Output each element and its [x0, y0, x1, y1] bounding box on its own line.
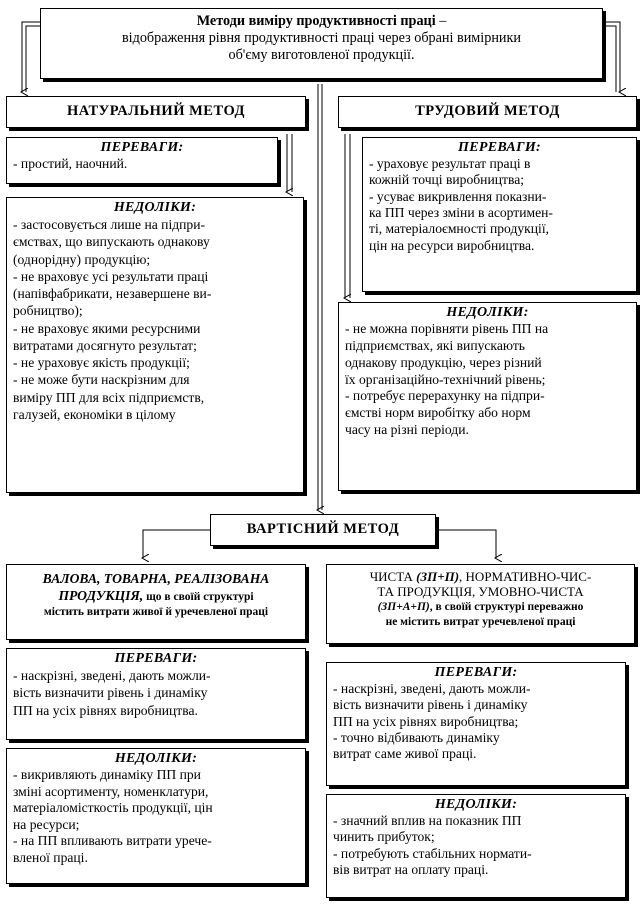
list-line: вів витрат на оплату праці.: [333, 861, 489, 877]
list-line: вість визначити рівень і динаміку: [13, 685, 208, 701]
gross-advantages-list: [13, 667, 299, 719]
list-line: вість визначити рівень і динаміку: [333, 697, 528, 713]
labour-advantages-box: [362, 137, 637, 292]
list-line: їх організаційно-технічний рівень;: [345, 371, 546, 387]
natural-advantages-list: [13, 156, 271, 172]
list-line: матеріаломісткостіь продукції, цін: [13, 800, 213, 816]
gross-advantages-box: [6, 648, 306, 740]
list-line: цін на ресурси виробництва.: [369, 237, 535, 253]
natural-method-title: НАТУРАЛЬНИЙ МЕТОД: [6, 96, 306, 128]
list-line: ємствах, що випускають однакову: [13, 234, 210, 250]
natural-disadvantages-title: НЕДОЛІКИ:: [113, 200, 197, 215]
natural-advantages-title: ПЕРЕВАГИ:: [100, 140, 184, 155]
list-line: - значний вплив на показник ПП: [333, 813, 522, 828]
main-title-box: Методи виміру продуктивності праці – відображення рівня продуктивності праці через обрані вимірники об'єму виготовленої продукції.: [40, 8, 603, 79]
labour-disadvantages-box: [338, 302, 637, 491]
list-line: (однорідну) продукцію;: [13, 251, 151, 267]
net-disadvantages-title: НЕДОЛІКИ:: [434, 797, 518, 812]
list-line: на ресурси;: [13, 816, 80, 832]
arrow-value-to-gross: [143, 530, 210, 558]
list-line: галузей, економіки в цілому: [13, 406, 176, 422]
arrow-main-to-labour: [604, 22, 620, 92]
list-line: вленої праці.: [13, 849, 88, 865]
labour-advantages-title: ПЕРЕВАГИ:: [458, 140, 541, 155]
gross-disadvantages-title: НЕДОЛІКИ:: [114, 751, 198, 766]
list-line: часу на різні періоди.: [345, 422, 469, 438]
gross-disadvantages-list: [13, 767, 299, 866]
list-line: ємстві норм виробітку або норм: [345, 405, 531, 421]
gross-advantages-title: ПЕРЕВАГИ:: [114, 651, 198, 666]
list-line: витрат саме живої праці.: [333, 746, 477, 762]
list-line: однакову продукцію, через різний: [345, 354, 542, 370]
labour-advantages-list: [369, 156, 630, 254]
list-line: виміру ПП для всіх підприємств,: [13, 389, 205, 405]
list-line: - не може бути наскрізним для: [13, 372, 190, 388]
list-line: кожній точці виробництва;: [369, 172, 524, 188]
gross-product-box: ВАЛОВА, ТОВАРНА, РЕАЛІЗОВАНА ПРОДУКЦІЯ, що в своїй структурі містить витрати живої й уречевленої праці: [6, 564, 306, 640]
net-product-heading-4: не містить витрат уречевленої праці: [385, 615, 576, 628]
net-advantages-title: ПЕРЕВАГИ:: [434, 665, 518, 680]
list-line: - наскрізні, зведені, дають можли-: [13, 668, 211, 683]
list-line: витратами досягнуто результат;: [13, 337, 197, 353]
list-line: - потребують стабільних нормати-: [333, 845, 532, 861]
main-subtitle-line-1: відображення рівня продуктивності праці через обрані вимірники: [121, 29, 521, 46]
list-line: - на ПП впливають витрати урече-: [13, 833, 212, 849]
list-line: робництво);: [13, 303, 83, 319]
list-line: - простий, наочний.: [13, 156, 128, 171]
list-line: (напівфабрикати, незавершене ви-: [13, 286, 212, 301]
gross-product-heading-3: містить витрати живої й уречевленої праці: [43, 605, 269, 618]
value-method-title: ВАРТІСНИЙ МЕТОД: [210, 514, 436, 546]
list-line: ПП на усіх рівнях виробництва.: [13, 702, 198, 718]
list-line: - не можна порівняти рівень ПП на: [345, 321, 549, 336]
list-line: - потребує перерахунку на підпри-: [345, 388, 545, 404]
list-line: чинить прибуток;: [333, 829, 435, 845]
natural-disadvantages-box: [6, 197, 304, 493]
labour-disadvantages-list: [345, 321, 630, 439]
list-line: - наскрізні, зведені, дають можли-: [333, 681, 531, 696]
list-line: - викривляють динаміку ПП при: [13, 767, 201, 782]
list-line: ПП на усіх рівнях виробництва;: [333, 713, 519, 729]
main-subtitle-line-2: об'єму виготовленої продукції.: [228, 46, 415, 63]
gross-disadvantages-box: [6, 748, 306, 884]
list-line: - застосовується лише на підпри-: [13, 217, 206, 232]
net-advantages-box: [326, 662, 626, 786]
list-line: - ураховує результат праці в: [369, 156, 531, 171]
main-title: Методи виміру продуктивності праці: [196, 13, 436, 29]
list-line: ті, матеріалоємності продукції,: [369, 221, 550, 237]
net-advantages-list: [333, 681, 619, 763]
net-disadvantages-list: [333, 813, 619, 878]
labour-disadvantages-title: НЕДОЛІКИ:: [446, 305, 529, 320]
natural-disadvantages-list: [13, 216, 297, 423]
net-disadvantages-box: [326, 794, 626, 898]
gross-product-heading-1: ВАЛОВА, ТОВАРНА, РЕАЛІЗОВАНА: [42, 571, 270, 586]
arrow-main-to-natural: [22, 22, 40, 92]
list-line: - не враховує якими ресурсними: [13, 320, 201, 336]
net-product-box: ЧИСТА (ЗП+П), НОРМАТИВНО-ЧИС- ТА ПРОДУКЦІЯ, УМОВНО-ЧИСТА (ЗП+А+П), в своїй структурі переважно не містить витрат уречевленої праці: [326, 564, 635, 644]
natural-advantages-box: [6, 137, 278, 184]
net-product-heading-2: ТА ПРОДУКЦІЯ, УМОВНО-ЧИСТА: [377, 584, 584, 600]
list-line: - усуває викривлення показни-: [369, 188, 547, 204]
list-line: ка ПП через зміни в асортимен-: [369, 204, 553, 220]
arrow-value-to-net: [436, 530, 496, 558]
labour-method-title: ТРУДОВИЙ МЕТОД: [338, 96, 637, 128]
list-line: підприємствах, які випускають: [345, 337, 525, 353]
list-line: - не ураховує якість продукції;: [13, 355, 190, 370]
list-line: - точно відбивають динаміку: [333, 729, 500, 745]
list-line: зміні асортименту, номенклатури,: [13, 783, 209, 799]
list-line: - не враховує усі результати праці: [13, 268, 209, 284]
